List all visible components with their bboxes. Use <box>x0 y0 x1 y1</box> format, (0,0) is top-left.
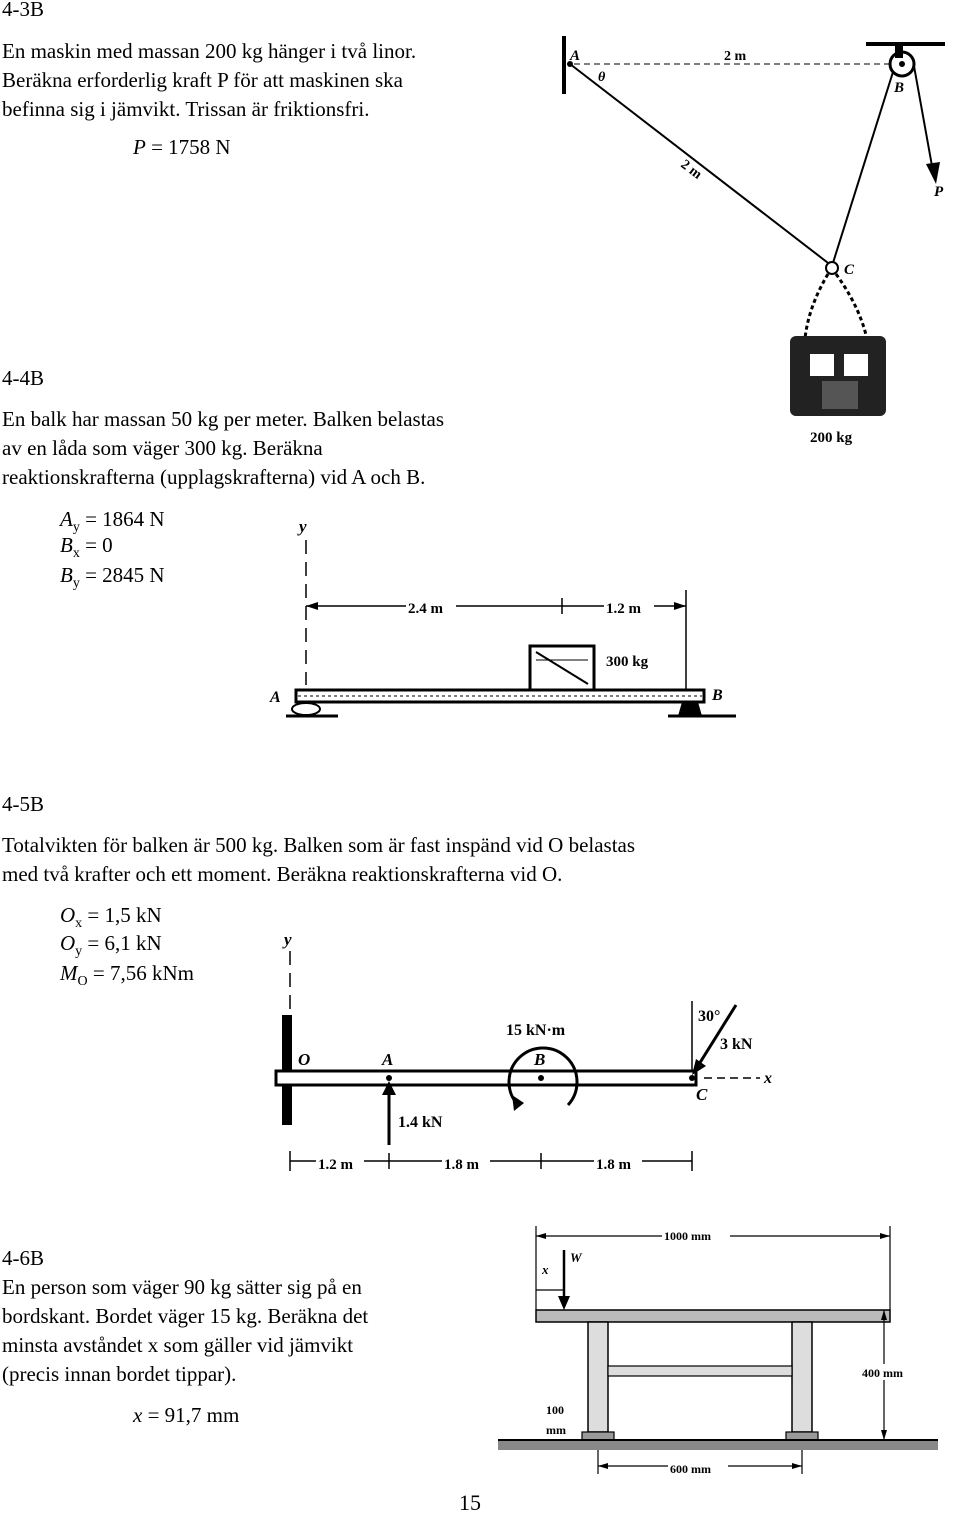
text-line: En maskin med massan 200 kg hänger i två linor. <box>2 39 417 63</box>
label-O: O <box>298 1050 311 1069</box>
heading-4-4b: 4-4B <box>2 366 44 390</box>
label-C: C <box>696 1085 708 1104</box>
mass-label: 200 kg <box>810 430 853 446</box>
text-line: bordskant. Bordet väger 15 kg. Beräkna det <box>2 1304 369 1328</box>
axis-y: y <box>299 517 307 536</box>
label-B: B <box>534 1050 546 1069</box>
load-label: 300 kg <box>606 654 649 670</box>
dim-1: 1.2 m <box>318 1157 353 1173</box>
label-B: B <box>894 80 905 96</box>
dim-leg-bottom: mm <box>546 1423 566 1437</box>
dim-bottom: 600 mm <box>670 1462 711 1476</box>
heading-4-3b: 4-3B <box>2 0 44 21</box>
text-line: En balk har massan 50 kg per meter. Balken belastas <box>2 407 445 431</box>
text-line: med två krafter och ett moment. Beräkna reaktionskrafterna vid O. <box>2 862 563 886</box>
answer-4-6b: x = 91,7 mm <box>133 1403 240 1427</box>
dim-2: 1.8 m <box>444 1157 479 1173</box>
axis-x: x <box>764 1070 772 1087</box>
dim-left: 2.4 m <box>408 601 443 617</box>
label-W: W <box>570 1250 582 1265</box>
text-line: minsta avståndet x som gäller vid jämvikt <box>2 1333 354 1357</box>
force-C-label: 3 kN <box>720 1036 753 1053</box>
answer-4-3b: P = 1758 N <box>133 135 231 159</box>
text-line: befinna sig i jämvikt. Trissan är friktionsfri. <box>2 97 370 121</box>
angle-label: 30° <box>698 1008 721 1025</box>
heading-4-5b: 4-5B <box>2 792 44 816</box>
answer-Ay: $A_y = 1864$ N <box>60 507 165 535</box>
dim-top: 2 m <box>724 49 747 64</box>
axis-y: y <box>284 930 292 949</box>
label-A: A <box>270 689 281 706</box>
figure-4-4b <box>258 510 748 740</box>
dim-right: 1.2 m <box>606 601 641 617</box>
answer-Oy: $O_y = 6,1$ kN <box>60 931 162 959</box>
label-theta: θ <box>598 70 606 85</box>
dim-diag: 2 m <box>677 157 705 183</box>
label-x: x <box>542 1262 549 1277</box>
figure-4-6b <box>498 1222 938 1484</box>
heading-4-6b: 4-6B <box>2 1246 44 1270</box>
text-line: Beräkna erforderlig kraft P för att maskinen ska <box>2 68 403 92</box>
figure-4-3b <box>560 36 960 456</box>
text-line: av en låda som väger 300 kg. Beräkna <box>2 436 323 460</box>
figure-4-5b <box>268 925 788 1185</box>
dim-3: 1.8 m <box>596 1157 631 1173</box>
text-line: Totalvikten för balken är 500 kg. Balken som är fast inspänd vid O belastas <box>2 833 636 857</box>
page-number: 15 <box>459 1490 481 1515</box>
dim-leg-top: 100 <box>546 1403 564 1417</box>
label-C: C <box>844 262 855 278</box>
label-A: A <box>382 1050 394 1069</box>
dim-top: 1000 mm <box>664 1229 711 1243</box>
answer-By: $B_y = 2845$ N <box>60 563 165 591</box>
text-line: reaktionskrafterna (upplagskrafterna) vid A och B. <box>2 465 426 489</box>
answer-MO: $M_O = 7,56$ kNm <box>60 961 194 989</box>
text-line: En person som väger 90 kg sätter sig på en <box>2 1275 362 1299</box>
label-P: P <box>934 184 944 200</box>
dim-height: 400 mm <box>862 1366 903 1380</box>
force-A-label: 1.4 kN <box>398 1114 443 1131</box>
label-A: A <box>570 48 581 64</box>
label-B: B <box>712 687 723 704</box>
moment-label: 15 kN·m <box>506 1022 566 1039</box>
text-line: (precis innan bordet tippar). <box>2 1362 237 1386</box>
answer-Ox: $O_x = 1,5$ kN <box>60 903 162 931</box>
answer-Bx: $B_x = 0$ <box>60 533 113 561</box>
